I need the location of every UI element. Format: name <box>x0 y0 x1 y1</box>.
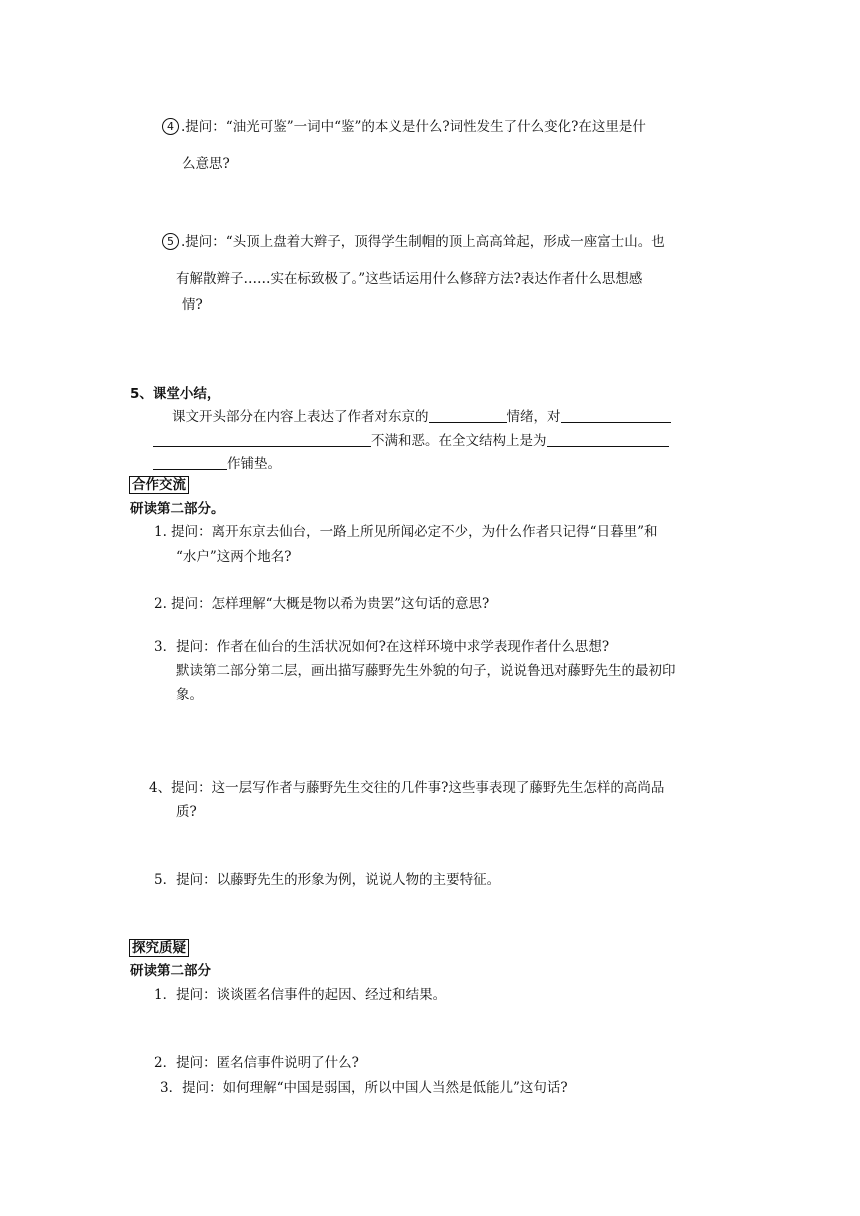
summary-line-1 <box>172 408 671 426</box>
question-5-line-2: 有解散辫子……实在标致极了。”这些话运用什么修辞方法?表达作者什么思想感 <box>176 271 643 287</box>
summary-line-3 <box>153 455 281 473</box>
section-label: 合作交流 <box>129 476 189 494</box>
coop-question-3-line-2: 默读第二部分第二层，画出描写藤野先生外貌的句子，说说鲁迅对藤野先生的最初印 <box>176 663 676 679</box>
coop-question-2: 2. 提问：怎样理解“大概是物以希为贵罢”这句话的意思? <box>154 596 490 612</box>
explore-question-1: 1．提问：谈谈匿名信事件的起因、经过和结果。 <box>154 987 447 1003</box>
coop-question-1-line-2: “水户”这两个地名? <box>176 549 292 565</box>
coop-question-1-line-1: 1. 提问：离开东京去仙台，一路上所见所闻必定不少，为什么作者只记得“日暮里”和 <box>154 524 658 540</box>
blank-line <box>561 408 671 423</box>
question-4-line-1 <box>162 118 646 136</box>
blank-line <box>153 455 227 470</box>
coop-question-3-line-1: 3．提问：作者在仙台的生活状况如何?在这样环境中求学表现作者什么思想? <box>154 639 610 655</box>
blank-line <box>153 432 371 447</box>
section-label: 探究质疑 <box>129 939 189 957</box>
question-text: .提问：“油光可鉴”一词中“鉴”的本义是什么?词性发生了什么变化?在这里是什 <box>181 119 646 135</box>
question-5-line-3: 情? <box>182 297 203 313</box>
explore-question-2: 2．提问：匿名信事件说明了什么? <box>154 1055 359 1071</box>
coop-subheading: 研读第二部分。 <box>130 501 225 517</box>
circled-number: 4 <box>162 118 179 135</box>
explore-subheading: 研读第二部分 <box>130 963 211 979</box>
summary-line-2 <box>153 432 669 450</box>
coop-question-4-line-2: 质? <box>176 804 197 820</box>
summary-text: 不满和恶。在全文结构上是为 <box>371 433 547 449</box>
summary-text: 情绪，对 <box>506 409 561 425</box>
summary-text: 课文开头部分在内容上表达了作者对东京的 <box>172 409 429 425</box>
question-text: .提问：“头顶上盘着大辫子，顶得学生制帽的顶上高高耸起，形成一座富士山。也 <box>181 234 665 250</box>
summary-heading: 5、课堂小结， <box>130 386 221 402</box>
question-5-line-1 <box>162 233 665 251</box>
coop-question-5: 5．提问：以藤野先生的形象为例，说说人物的主要特征。 <box>154 872 501 888</box>
question-4-line-2: 么意思? <box>182 156 230 172</box>
explore-question-3: 3．提问：如何理解“中国是弱国，所以中国人当然是低能儿”这句话? <box>160 1080 568 1096</box>
blank-line <box>429 408 507 423</box>
summary-text: 作铺垫。 <box>227 456 281 472</box>
coop-box-label <box>129 476 189 494</box>
blank-line <box>547 432 669 447</box>
explore-box-label <box>129 939 189 957</box>
coop-question-4-line-1: 4、提问：这一层写作者与藤野先生交往的几件事?这些事表现了藤野先生怎样的高尚品 <box>149 780 665 796</box>
coop-question-3-line-3: 象。 <box>176 687 203 703</box>
circled-number: 5 <box>162 233 179 250</box>
